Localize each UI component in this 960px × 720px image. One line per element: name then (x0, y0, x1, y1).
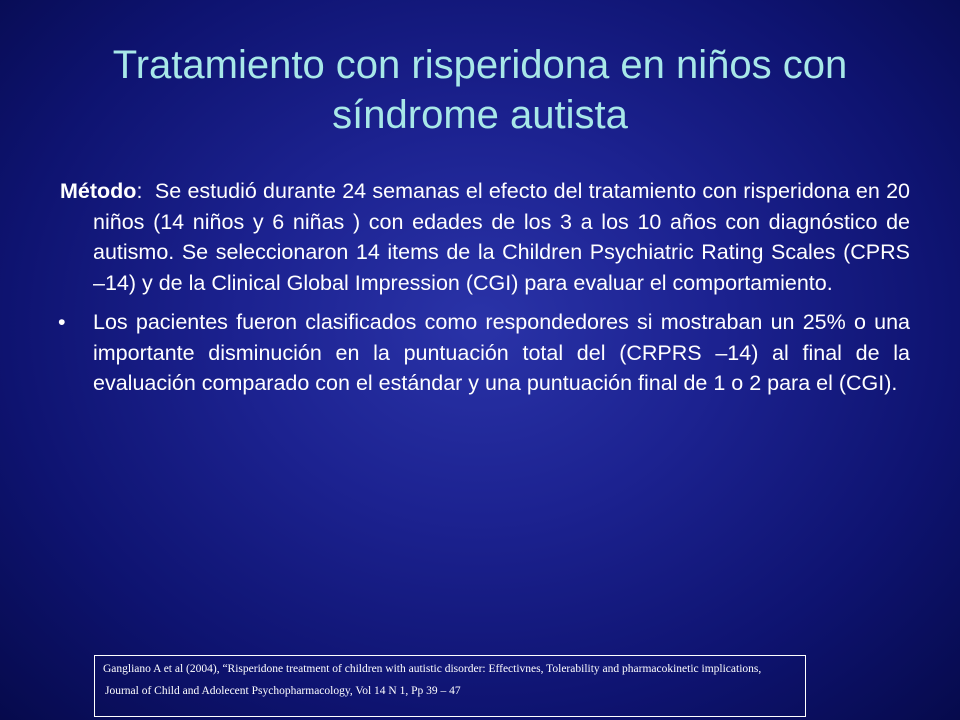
bullet-paragraph (60, 307, 910, 399)
method-paragraph (60, 176, 910, 298)
slide-title: Tratamiento con risperidona en niños con síndrome autista (112, 43, 848, 137)
citation-line-1: Gangliano A et al (2004), “Risperidone treatment of children with autistic disorder: Effectivnes, Tolerability and pharmacokinetic implications, (103, 663, 762, 675)
method-lead (60, 179, 155, 203)
method-text: Se estudió durante 24 semanas el efecto del tratamiento con risperidona en 20 niños (14 niños y 6 niñas ) con edades de los 3 a los 10 años con diagnóstico de autismo. Se seleccionaron 14 items de la Children Psychiatric Rating Scales (CPRS –14) y de la Clinical Global Impression (CGI) para evaluar el comportamiento. (93, 179, 911, 295)
bullet-text: Los pacientes fueron clasificados como respondedores si mostraban un 25% o una importante disminución en la puntuación total del (CRPRS –14) al final de la evaluación comparado con el estándar y una puntuación final de 1 o 2 para el (CGI). (93, 310, 910, 395)
bullet-icon: • (58, 310, 66, 334)
method-label: Método (60, 179, 137, 203)
citation-line-2: Journal of Child and Adolecent Psychopharmacology, Vol 14 N 1, Pp 39 – 47 (105, 685, 461, 697)
citation-box (94, 655, 806, 717)
method-separator: : (136, 179, 155, 203)
slide-body (60, 176, 910, 399)
